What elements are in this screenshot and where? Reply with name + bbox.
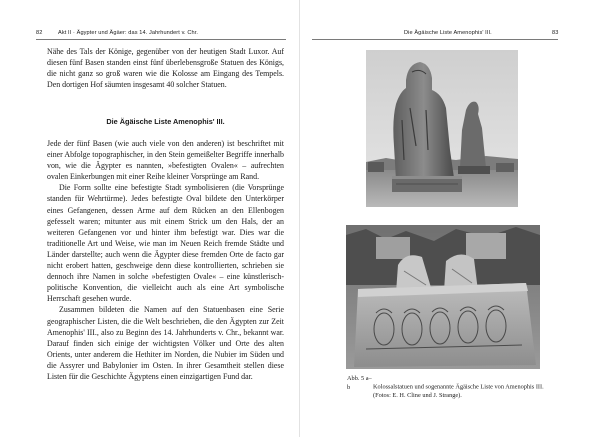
section-body [47,138,284,382]
header-rule-right [312,39,558,40]
header-rule-left [36,39,286,40]
paragraph-1: Jede der fünf Basen (wie auch viele von den anderen) ist beschriftet mit einer Abfolge topographischer, in den Stein gemeißelter Begriffe innerhalb von, wie die Ägypter es nannten, »befestigten Ovalen« – aufrechten ovalen Einkerbungen mit einer Reihe kleiner Vorsprünge am Rand. [47,139,284,182]
intro-paragraph-text: Nähe des Tals der Könige, gegenüber von der heutigen Stadt Luxor. Auf diesen fünf Basen standen einst fünf überlebensgroße Statuen des Königs, die nicht ganz so groß waren wie die Kolosse am Eingang des Tempels. Den dortigen Hof säumten insgesamt 40 solcher Statuen. [47,47,284,90]
intro-paragraph [47,46,284,90]
page-number-left: 82 [36,30,43,36]
paragraph-3: Zusammen bildeten die Namen auf den Statuenbasen eine Serie geographischer Listen, die die Welt beschrieben, die den Ägypten zur Zeit Amenophis' III., also zu Beginn des 14. Jahrhunderts v. Chr., bekannt war. Darauf finden sich einige der wichtigsten Völker und Orte des alten Orients, unter anderem die Hethiter im Norden, die Nubier im Süden und die Assyrer und Babylonier im Osten. In ihrer Gesamtheit stellen diese Listen für die Geschichte Ägyptens einen einzigartigen Fund dar. [47,305,284,381]
colossi-of-memnon-photo [366,50,518,207]
figure-caption [347,375,557,401]
running-head-left: Akt II · Ägypter und Ägäer: das 14. Jahrhundert v. Chr. [58,30,199,36]
caption-label: Abb. 5 a–b [347,375,372,391]
right-page [300,0,600,437]
running-head-right: Die Ägäische Liste Amenophis' III. [404,30,492,36]
section-heading: Die Ägäische Liste Amenophis' III. [106,117,225,126]
paragraph-2: Die Form sollte eine befestigte Stadt symbolisieren (die Vorsprünge standen für Wehrtürme). Jedes befestigte Oval bildete den Unterkörper eines Gefangenen, dessen Arme auf dem Rücken an den Ellenbogen gefesselt waren; mitunter aus mit einem Strick um den Hals, der an weiteren Gefangenen vor und hinter ihm befestigt war. Dies war die traditionelle Art und Weise, wie man im Neuen Reich fremde Städte und Länder darstellte; auch wenn die Ägypter diese fremden Orte de facto gar nicht erobert hatten, geschweige denn diese kontrollierten, schrieben sie dennoch ihre Namen in solche »befestigten Ovale« – eine künstlerisch-politische Konvention, die vielleicht auch als eine Art symbolische Herrschaft gesehen wurde. [47,183,284,304]
caption-line-1 [347,375,557,392]
caption-text: Kolossalstatuen und sogenannte Ägäische Liste von Amenophis III. [373,383,544,391]
page-number-right: 83 [552,30,559,36]
statue-base-relief-photo [346,225,540,369]
caption-credit: (Fotos: E. H. Cline und J. Strange). [373,392,462,400]
